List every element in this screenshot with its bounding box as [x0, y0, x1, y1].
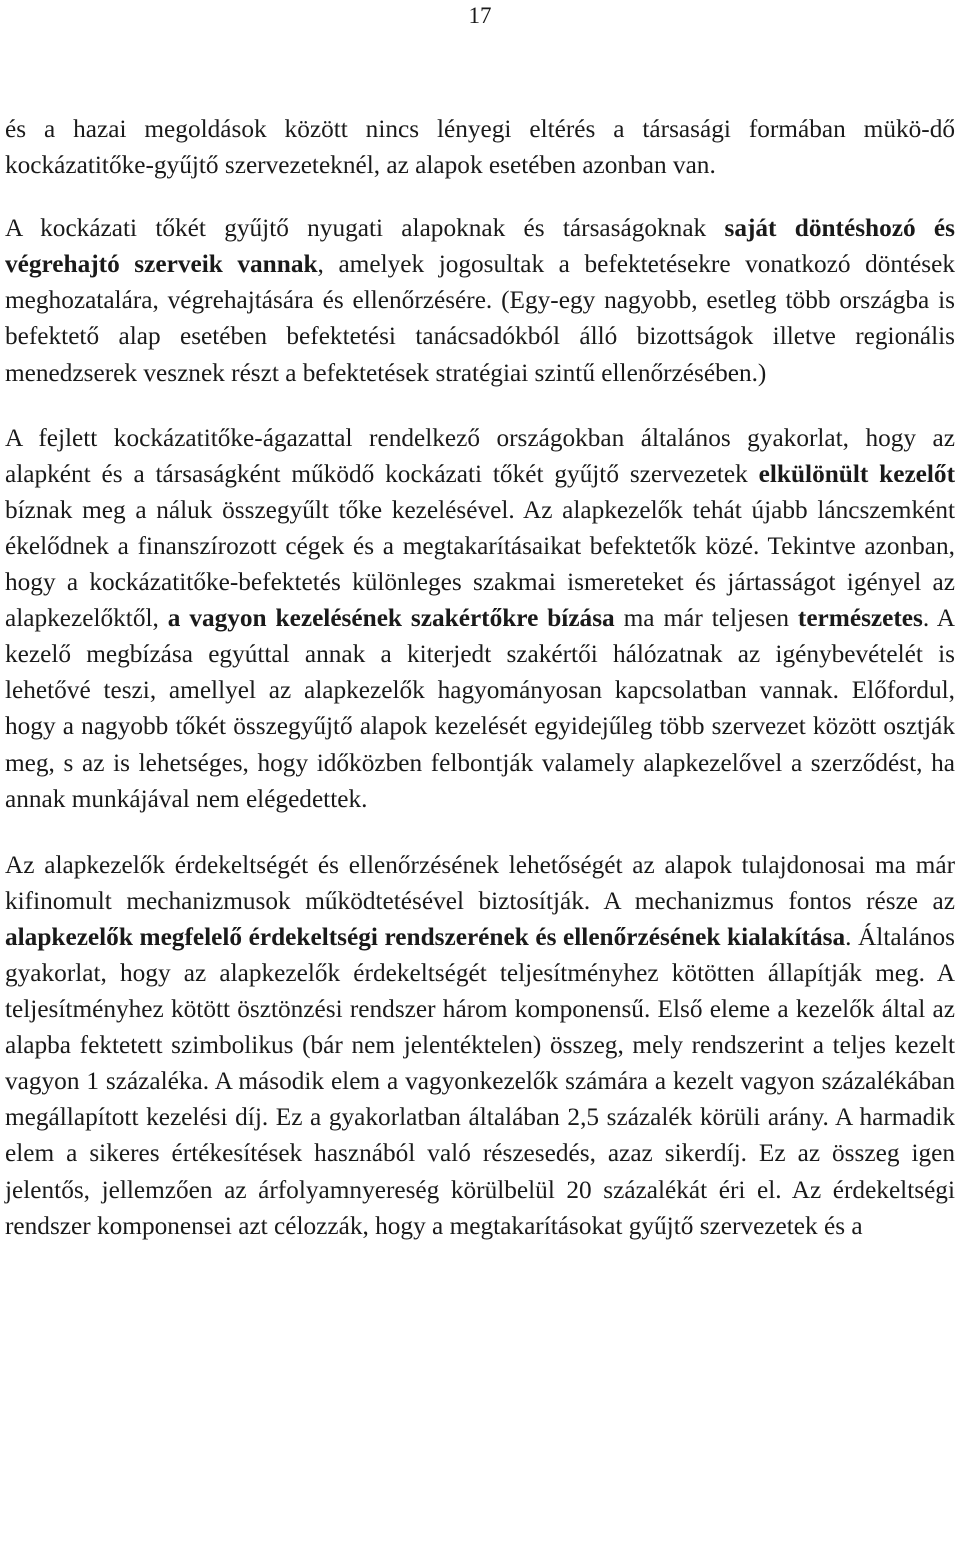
paragraph-3	[5, 420, 955, 817]
paragraph-2-text-1: A kockázati tőkét gyűjtő nyugati alapoknak és társaságoknak	[5, 214, 725, 243]
paragraph-3-text-4: . A kezelő megbízása egyúttal annak a kiterjedt szakértői hálózatnak az igénybevételét is lehetővé teszi, amellyel az alapkezelők hagyományosan kapcsolatban vannak. Előfordul, hogy a nagyobb tőkét összegyűjtő alapok kezelését egyidejűleg több szervezet között osztják meg, s az is lehetséges, hogy időközben felbontják valamely alapkezelővel a szerződést, ha annak munkájával nem elégedettek.	[5, 604, 955, 813]
paragraph-3-text-3: ma már teljesen	[614, 604, 798, 633]
paragraph-1	[5, 111, 955, 183]
paragraph-2	[5, 210, 955, 390]
paragraph-3-bold-2: a vagyon kezelésének szakértőkre bízása	[167, 604, 615, 633]
paragraph-4-text-2: . Általános gyakorlat, hogy az alapkezelők érdekeltségét teljesítményhez kötötten állapítják meg. A teljesítményhez kötött ösztönzési rendszer három komponensű. Első eleme a kezelők által az alapba fektetett szimbolikus (bár nem jelentéktelen) összeg, mely rendszerint a teljes kezelt vagyon 1 százaléka. A második elem a vagyonkezelők számára a kezelt vagyon százalékában megállapított kezelési díj. Ez a gyakorlatban általában 2,5 százalék körüli arány. A harmadik elem a sikeres értékesítések hasznából való részesedés, azaz sikerdíj. Ez az összeg igen jelentős, jellemzően az árfolyamnyereség körülbelül 20 százalékát éri el. Az érdekeltségi rendszer komponensei azt célozzák, hogy a megtakarításokat gyűjtő szervezetek és a	[5, 922, 955, 1240]
page-number: 17	[468, 3, 492, 28]
paragraph-2-text-2: , amelyek jogosultak a befektetésekre vonatkozó döntések meghozatalára, végrehajtására és ellenőrzésére. (Egy-egy nagyobb, esetleg több országba is befektető alap esetében befektetési tanácsadókból álló bizottságok illetve regionális menedzserek vesznek részt a befektetések stratégiai szintű ellenőrzésében.)	[5, 250, 955, 387]
paragraph-3-text-1: A fejlett kockázatitőke-ágazattal rendelkező országokban általános gyakorlat, hogy az alapként és a társaságként működő kockázati tőkét gyűjtő szervezetek	[5, 423, 955, 488]
paragraph-3-text-2: bíznak meg a náluk összegyűlt tőke kezelésével. Az alapkezelők tehát újabb láncszemként ékelődnek a finanszírozott cégek és a megtakarításaikat befektetők közé. Tekintve azonban, hogy a kockázatitőke-befektetés különleges szakmai ismereteket és jártasságot igényel az alapkezelőktől,	[5, 495, 955, 633]
document-body	[5, 111, 955, 1244]
paragraph-1-text: és a hazai megoldások között nincs lényegi eltérés a társasági formában mükö-dő kockázatitőke-gyűjtő szervezeteknél, az alapok esetében azonban van.	[5, 115, 955, 180]
paragraph-4-bold-1: alapkezelők megfelelő érdekeltségi rendszerének és ellenőrzésének kialakítása	[5, 922, 846, 951]
paragraph-3-bold-3: természetes	[797, 604, 923, 633]
paragraph-4-text-1: Az alapkezelők érdekeltségét és ellenőrzésének lehetőségét az alapok tulajdonosai ma már kifinomult mechanizmusok működtetésével biztosítják. A mechanizmus fontos része az	[5, 850, 955, 915]
paragraph-4	[5, 847, 955, 1244]
paragraph-3-bold-1: elkülönült kezelőt	[758, 459, 955, 488]
paragraph-2-bold-1: saját döntéshozó és végrehajtó szerveik vannak	[5, 214, 955, 279]
